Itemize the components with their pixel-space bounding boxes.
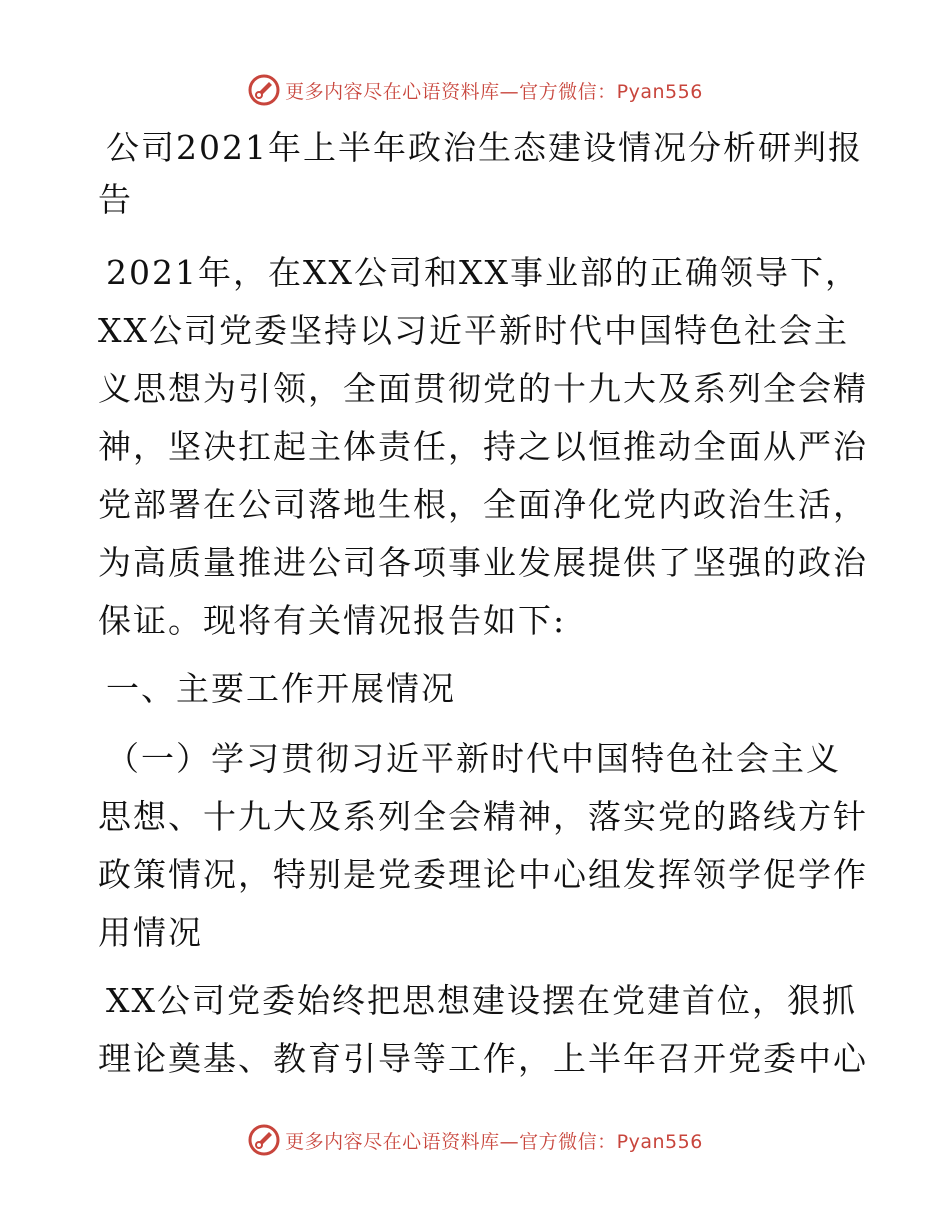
watermark-text: 更多内容尽在心语资料库—官方微信：Pyan556	[285, 80, 703, 103]
document-body	[98, 122, 868, 1098]
watermark-footer	[0, 1120, 950, 1160]
body-paragraph-2: XX公司党委始终把思想建设摆在党建首位，狠抓理论奠基、教育引导等工作，上半年召开党委中心	[98, 981, 868, 1078]
subsection-heading-1: （一）学习贯彻习近平新时代中国特色社会主义思想、十九大及系列全会精神，落实党的路线方针政策情况，特别是党委理论中心组发挥领学促学作用情况	[98, 739, 868, 952]
watermark-header	[0, 70, 950, 110]
document-title: 公司2021年上半年政治生态建设情况分析研判报告	[98, 128, 863, 219]
section-heading-1: 一、主要工作开展情况	[106, 669, 456, 708]
intro-paragraph: 2021年，在XX公司和XX事业部的正确领导下，XX公司党委坚持以习近平新时代中国特色社会主义思想为引领，全面贯彻党的十九大及系列全会精神，坚决扛起主体责任，持之以恒推动全面从严治党部署在公司落地生根，全面净化党内政治生活，为高质量推进公司各项事业发展提供了坚强的政治保证。现将有关情况报告如下:	[98, 253, 868, 640]
watermark-text: 更多内容尽在心语资料库—官方微信：Pyan556	[285, 1130, 703, 1153]
logo-icon	[247, 73, 281, 107]
logo-icon	[247, 1123, 281, 1157]
